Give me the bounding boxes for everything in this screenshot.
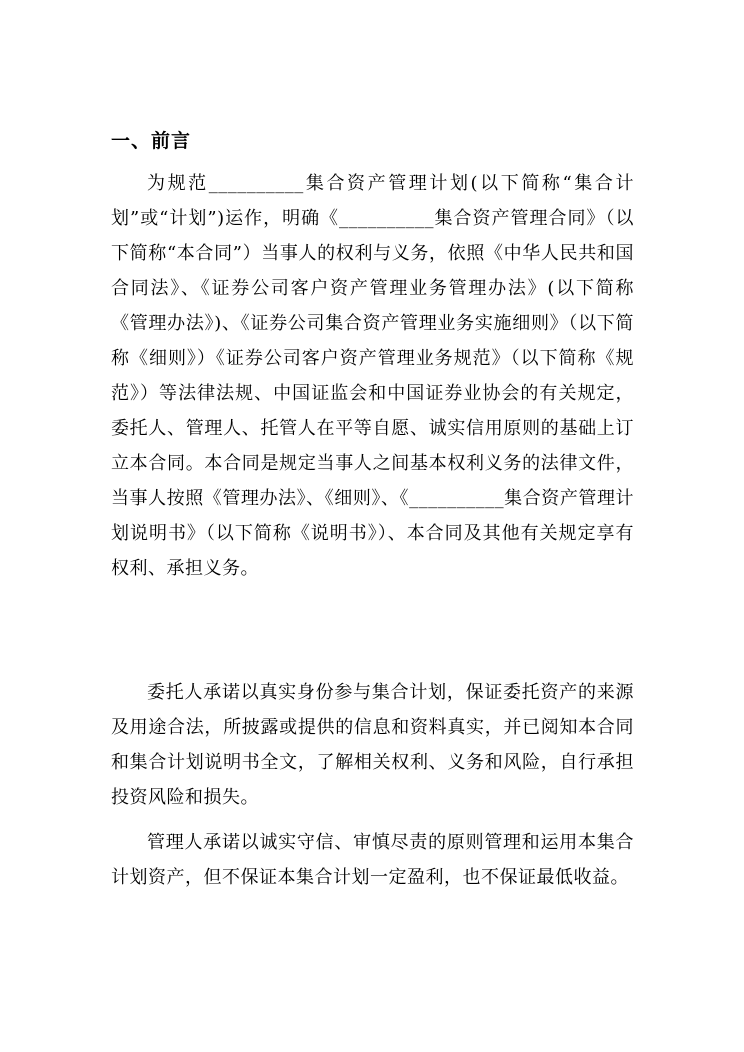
paragraph-client-commitment: 委托人承诺以真实身份参与集合计划，保证委托资产的来源及用途合法，所披露或提供的信息和资料真实，并已阅知本合同和集合计划说明书全文，了解相关权利、义务和风险，自行承担投资风险和损失。 — [111, 682, 634, 808]
section-heading: 一、前言 — [111, 130, 192, 152]
paragraph-preamble: 为规范__________集合资产管理计划(以下简称“集合计划”或“计划”)运作，明确《__________集合资产管理合同》（以下简称“本合同”）当事人的权利与义务，依照《中华人民共和国合同法》、《证券公司客户资产管理业务管理办法》(以下简称《管理办法》)、《证券公司集合资产管理业务实施细则》（以下简称《细则》）《证券公司客户资产管理业务规范》（以下简称《规范》）等法律法规、中国证监会和中国证券业协会的有关规定，委托人、管理人、托管人在平等自愿、诚实信用原则的基础上订立本合同。本合同是规定当事人之间基本权利义务的法律文件，当事人按照《管理办法》、《细则》、《__________集合资产管理计划说明书》（以下简称《说明书》）、本合同及其他有关规定享有权利、承担义务。 — [111, 173, 634, 579]
paragraph-manager-commitment: 管理人承诺以诚实守信、审慎尽责的原则管理和运用本集合计划资产，但不保证本集合计划一定盈利，也不保证最低收益。 — [111, 832, 634, 888]
